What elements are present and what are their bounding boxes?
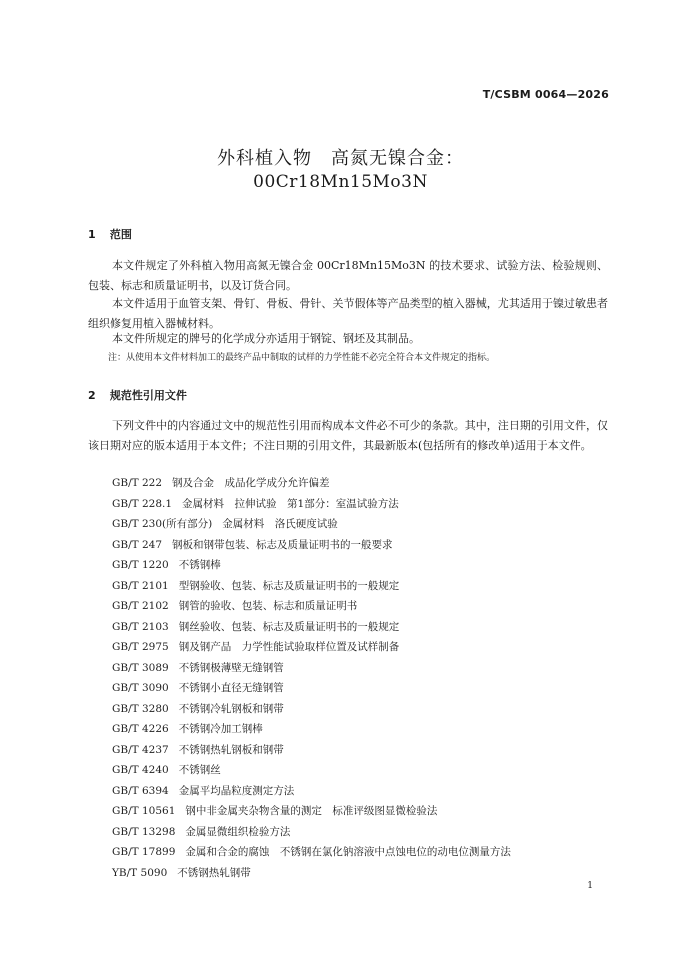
- page-number: 1: [587, 881, 593, 891]
- reference-code: YB/T 5090: [112, 866, 168, 879]
- reference-item: [112, 596, 511, 617]
- reference-item: [112, 494, 511, 515]
- reference-code: GB/T 2101: [112, 579, 169, 592]
- reference-code: GB/T 1220: [112, 559, 169, 571]
- reference-title: 金属和合金的腐蚀 不锈钢在氯化钠溶液中点蚀电位的动电位测量方法: [185, 846, 511, 858]
- reference-code: GB/T 2103: [112, 620, 169, 633]
- reference-title: 不锈钢冷轧钢板和钢带: [178, 702, 284, 715]
- reference-item: [112, 473, 511, 494]
- reference-item: [112, 555, 511, 576]
- reference-title: 不锈钢热轧钢带: [177, 866, 251, 879]
- reference-title: 金属平均晶粒度测定方法: [178, 784, 295, 797]
- section-2-title: 规范性引用文件: [109, 389, 187, 402]
- reference-title: 钢中非金属夹杂物含量的测定 标准评级图显微检验法: [185, 805, 438, 817]
- reference-title: 不锈钢棒: [178, 559, 221, 571]
- section-2-number: 2: [88, 389, 96, 402]
- reference-title: 钢丝验收、包装、标志及质量证明书的一般规定: [178, 620, 400, 633]
- reference-code: GB/T 6394: [112, 784, 169, 797]
- reference-title: 不锈钢热轧钢板和钢带: [178, 743, 284, 756]
- reference-code: GB/T 17899: [112, 846, 176, 858]
- reference-item: [112, 760, 511, 781]
- reference-item: [112, 740, 511, 761]
- scope-note: 注：从使用本文件材料加工的最终产品中制取的试样的力学性能不必完全符合本文件规定的指标。: [108, 353, 496, 363]
- reference-item: [112, 781, 511, 802]
- reference-code: GB/T 3089: [112, 661, 169, 674]
- scope-paragraph-1: 本文件规定了外科植入物用高氮无镍合金 00Cr18Mn15Mo3N 的技术要求、试验方法、检验规则、包装、标志和质量证明书，以及订货合同。: [88, 259, 608, 292]
- section-2-heading: [88, 387, 187, 403]
- reference-title: 钢管的验收、包装、标志和质量证明书: [178, 600, 358, 612]
- reference-item: [112, 535, 511, 556]
- reference-title: 型钢验收、包装、标志及质量证明书的一般规定: [178, 579, 400, 592]
- reference-title: 金属显微组织检验方法: [185, 825, 291, 838]
- reference-item: [112, 801, 511, 822]
- reference-item: [112, 576, 511, 597]
- reference-title: 钢及合金 成品化学成分允许偏差: [172, 477, 330, 489]
- reference-item: [112, 617, 511, 638]
- reference-item: [112, 699, 511, 720]
- reference-code: GB/T 4240: [112, 764, 169, 776]
- reference-item: [112, 658, 511, 679]
- document-subtitle-grade: 00Cr18Mn15Mo3N: [253, 172, 428, 192]
- section-1-heading: [88, 226, 132, 242]
- normative-references-list: [112, 473, 511, 883]
- standard-code: T/CSBM 0064—2026: [482, 88, 609, 101]
- reference-item: [112, 514, 511, 535]
- document-title: 外科植入物 高氮无镍合金：: [217, 148, 464, 169]
- reference-item: [112, 863, 511, 884]
- reference-code: GB/T 13298: [112, 825, 176, 838]
- reference-code: GB/T 4237: [112, 743, 169, 756]
- reference-title: 不锈钢丝: [178, 764, 221, 776]
- section-1-title: 范围: [109, 228, 132, 241]
- reference-code: GB/T 247: [112, 538, 163, 551]
- scope-paragraph-2: 本文件适用于血管支架、骨钉、骨板、骨针、关节假体等产品类型的植入器械，尤其适用于镍过敏患者组织修复用植入器械材料。: [88, 297, 608, 330]
- reference-code: GB/T 222: [112, 477, 163, 489]
- scope-paragraph-3: 本文件所规定的牌号的化学成分亦适用于钢锭、钢坯及其制品。: [112, 332, 420, 345]
- reference-code: GB/T 230(所有部分): [112, 518, 213, 530]
- reference-code: GB/T 10561: [112, 805, 176, 817]
- references-intro: 下列文件中的内容通过文中的规范性引用而构成本文件必不可少的条款。其中，注日期的引用文件，仅该日期对应的版本适用于本文件；不注日期的引用文件，其最新版本(包括所有的修改单)适用于本文件。: [88, 419, 608, 452]
- reference-code: GB/T 3280: [112, 702, 169, 715]
- reference-title: 钢及钢产品 力学性能试验取样位置及试样制备: [178, 641, 400, 653]
- reference-code: GB/T 3090: [112, 682, 169, 694]
- reference-item: [112, 822, 511, 843]
- reference-code: GB/T 4226: [112, 723, 169, 735]
- reference-item: [112, 637, 511, 658]
- reference-title: 不锈钢冷加工钢棒: [178, 723, 263, 735]
- reference-item: [112, 678, 511, 699]
- reference-code: GB/T 228.1: [112, 497, 173, 510]
- section-1-number: 1: [88, 228, 96, 241]
- reference-title: 不锈钢极薄壁无缝钢管: [178, 661, 284, 674]
- reference-title: 不锈钢小直径无缝钢管: [178, 682, 284, 694]
- reference-title: 金属材料 拉伸试验 第1部分：室温试验方法: [182, 497, 399, 510]
- reference-code: GB/T 2975: [112, 641, 169, 653]
- reference-item: [112, 842, 511, 863]
- reference-title: 金属材料 洛氏硬度试验: [222, 518, 338, 530]
- reference-title: 钢板和钢带包装、标志及质量证明书的一般要求: [172, 538, 393, 551]
- reference-item: [112, 719, 511, 740]
- reference-code: GB/T 2102: [112, 600, 169, 612]
